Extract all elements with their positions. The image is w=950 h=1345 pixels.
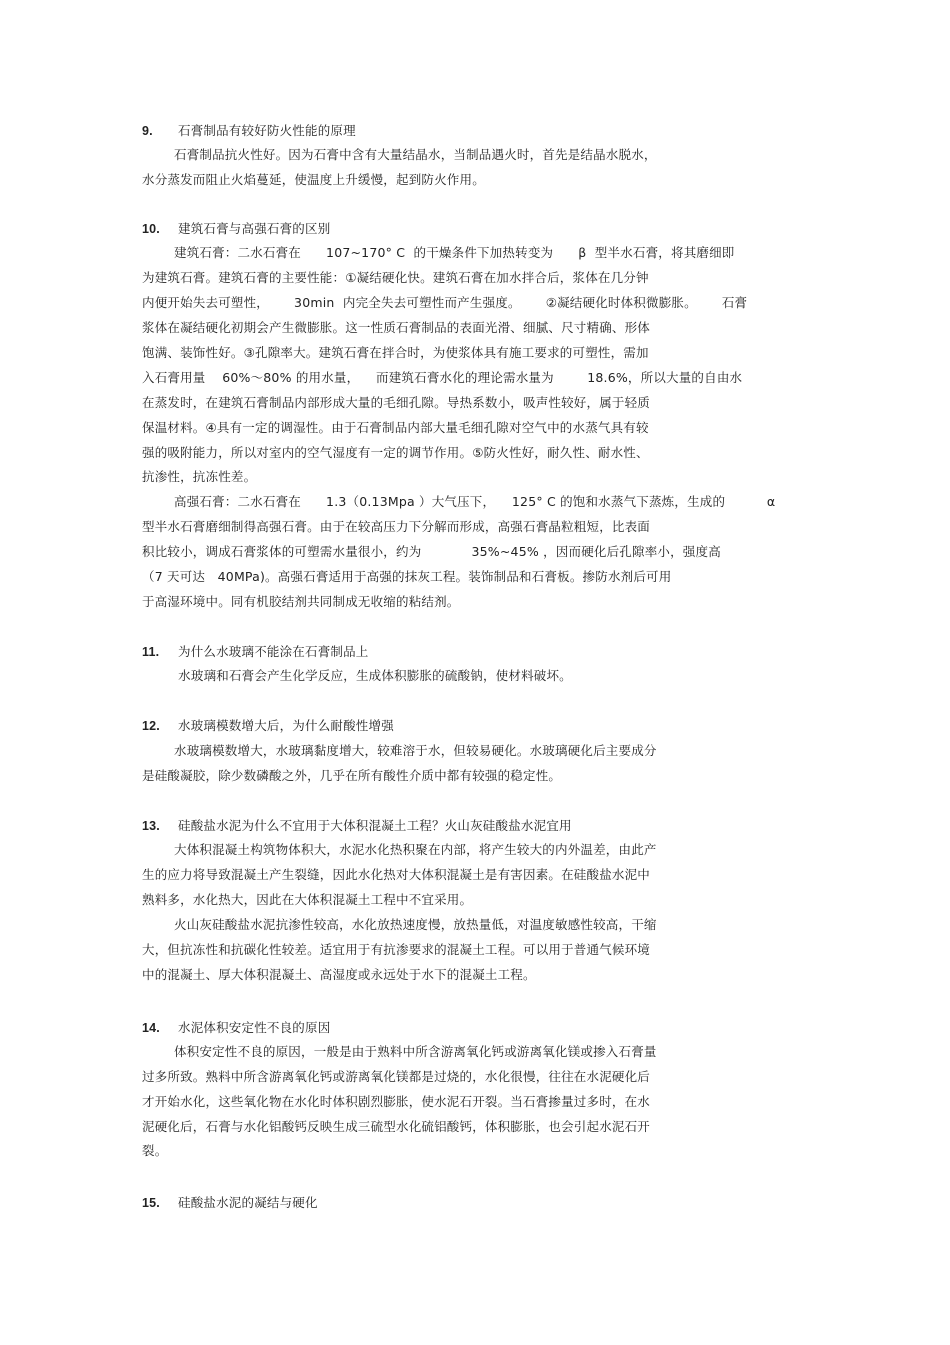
text-line: 在蒸发时，在建筑石膏制品内部形成大量的毛细孔隙。导热系数小，吸声性较好，属于轻质 bbox=[142, 395, 651, 410]
text-line: 大体积混凝土构筑物体积大，水泥水化热积聚在内部，将产生较大的内外温差，由此产 bbox=[174, 842, 657, 857]
text-line: 保温材料。④具有一定的调湿性。由于石膏制品内部大量毛细孔隙对空气中的水蒸气具有较 bbox=[142, 420, 649, 435]
text-line: 生的应力将导致混凝土产生裂缝，因此水化热对大体积混凝土是有害因素。在硅酸盐水泥中 bbox=[142, 867, 651, 882]
section-heading bbox=[142, 1020, 330, 1036]
section-title: 石膏制品有较好防火性能的原理 bbox=[178, 123, 356, 138]
text-line: 浆体在凝结硬化初期会产生微膨胀。这一性质石膏制品的表面光滑、细腻、尺寸精确、形体 bbox=[142, 320, 651, 335]
text-line: 石膏制品抗火性好。因为石膏中含有大量结晶水，当制品遇火时，首先是结晶水脱水， bbox=[174, 147, 657, 162]
text-line: 积比较小，调成石膏浆体的可塑需水量很小，约为 35%~45% ，因而硬化后孔隙率小，强度高 bbox=[142, 544, 721, 559]
text-line: 强的吸附能力，所以对室内的空气湿度有一定的调节作用。⑤防火性好，耐久性、耐水性、 bbox=[142, 445, 649, 460]
text-line: 抗渗性，抗冻性差。 bbox=[142, 469, 257, 484]
text-line: 裂。 bbox=[142, 1143, 168, 1158]
section-number: 9. bbox=[142, 124, 153, 138]
text-line: 水玻璃模数增大，水玻璃黏度增大，较难溶于水，但较易硬化。水玻璃硬化后主要成分 bbox=[174, 743, 657, 758]
section-number: 11. bbox=[142, 645, 160, 659]
section-heading bbox=[142, 1195, 318, 1211]
text-line: 中的混凝土、厚大体积混凝土、高湿度或永远处于水下的混凝土工程。 bbox=[142, 967, 536, 982]
section-heading bbox=[142, 644, 369, 660]
text-line: 入石膏用量 60%～80% 的用水量， 而建筑石膏水化的理论需水量为 18.6%，所以大量的自由水 bbox=[142, 370, 743, 385]
section-number: 12. bbox=[142, 719, 160, 733]
section-heading bbox=[142, 718, 394, 734]
section-title: 水泥体积安定性不良的原因 bbox=[178, 1020, 331, 1035]
text-line: 水玻璃和石膏会产生化学反应，生成体积膨胀的硫酸钠，使材料破坏。 bbox=[174, 668, 572, 683]
section-number: 14. bbox=[142, 1021, 160, 1035]
section-title: 硅酸盐水泥为什么不宜用于大体积混凝土工程？火山灰硅酸盐水泥宜用 bbox=[178, 818, 572, 833]
text-line: 为建筑石膏。建筑石膏的主要性能：①凝结硬化快。建筑石膏在加水拌合后，浆体在几分钟 bbox=[142, 270, 649, 285]
section-number: 15. bbox=[142, 1196, 160, 1210]
text-line: 内便开始失去可塑性， 30min 内完全失去可塑性而产生强度。 ②凝结硬化时体积微膨胀。 石膏 bbox=[142, 295, 748, 310]
section-heading bbox=[142, 221, 330, 237]
section-title: 硅酸盐水泥的凝结与硬化 bbox=[178, 1195, 318, 1210]
text-line: 大，但抗冻性和抗碳化性较差。适宜用于有抗渗要求的混凝土工程。可以用于普通气候环境 bbox=[142, 942, 651, 957]
text-line: 过多所致。熟料中所含游离氧化钙或游离氧化镁都是过烧的，水化很慢，往往在水泥硬化后 bbox=[142, 1069, 651, 1084]
text-line: 建筑石膏：二水石膏在 107~170° C 的干燥条件下加热转变为 β 型半水石膏，将其磨细即 bbox=[174, 245, 735, 260]
text-line: 型半水石膏磨细制得高强石膏。由于在较高压力下分解而形成，高强石膏晶粒粗短，比表面 bbox=[142, 519, 651, 534]
text-line: （7 天可达 40MPa)。高强石膏适用于高强的抹灰工程。装饰制品和石膏板。掺防水剂后可用 bbox=[142, 569, 672, 584]
section-heading bbox=[142, 818, 572, 834]
text-line: 火山灰硅酸盐水泥抗渗性较高，水化放热速度慢，放热量低，对温度敏感性较高，干缩 bbox=[174, 917, 657, 932]
text-line: 熟料多，水化热大，因此在大体积混凝土工程中不宜采用。 bbox=[142, 892, 473, 907]
section-title: 建筑石膏与高强石膏的区别 bbox=[178, 221, 331, 236]
text-line: 于高湿环境中。同有机胶结剂共同制成无收缩的粘结剂。 bbox=[142, 594, 460, 609]
text-line: 饱满、装饰性好。③孔隙率大。建筑石膏在拌合时，为使浆体具有施工要求的可塑性，需加 bbox=[142, 345, 649, 360]
section-title: 为什么水玻璃不能涂在石膏制品上 bbox=[178, 644, 369, 659]
text-line: 泥硬化后，石膏与水化铝酸钙反映生成三硫型水化硫铝酸钙，体积膨胀，也会引起水泥石开 bbox=[142, 1119, 651, 1134]
text-line: 体积安定性不良的原因，一般是由于熟料中所含游离氧化钙或游离氧化镁或掺入石膏量 bbox=[174, 1044, 657, 1059]
text-line: 高强石膏：二水石膏在 1.3（0.13Mpa ）大气压下， 125° C 的饱和水蒸气下蒸炼，生成的 α bbox=[174, 494, 776, 509]
text-line: 水分蒸发而阻止火焰蔓延，使温度上升缓慢，起到防火作用。 bbox=[142, 172, 485, 187]
section-heading bbox=[142, 123, 356, 139]
section-number: 10. bbox=[142, 222, 160, 236]
text-line: 是硅酸凝胶，除少数磷酸之外，几乎在所有酸性介质中都有较强的稳定性。 bbox=[142, 768, 562, 783]
text-line: 才开始水化，这些氧化物在水化时体积剧烈膨胀，使水泥石开裂。当石膏掺量过多时，在水 bbox=[142, 1094, 651, 1109]
section-title: 水玻璃模数增大后，为什么耐酸性增强 bbox=[178, 718, 394, 733]
section-number: 13. bbox=[142, 819, 160, 833]
